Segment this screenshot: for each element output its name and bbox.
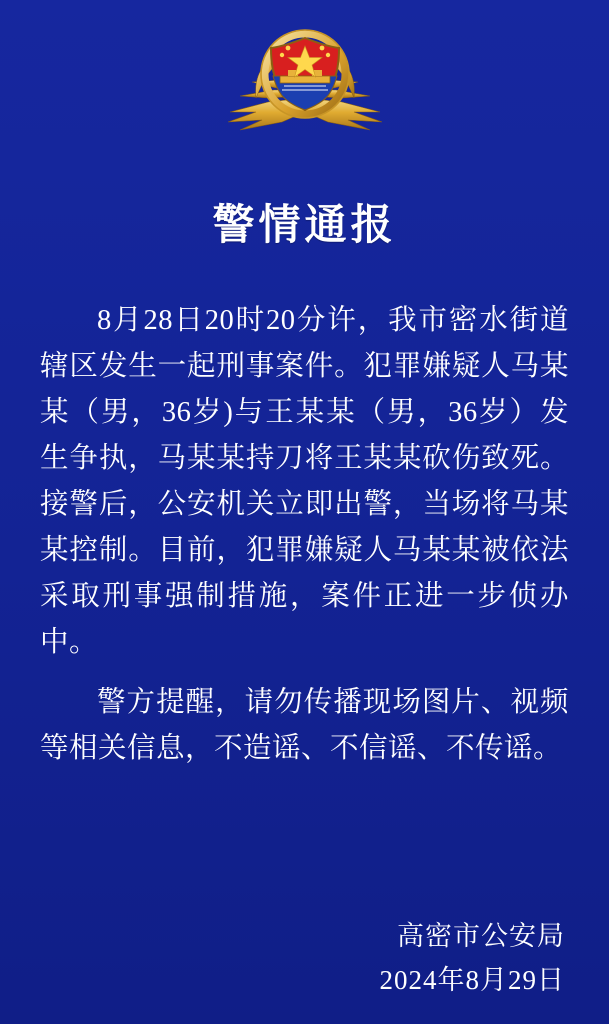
notice-paragraph: 8月28日20时20分许，我市密水街道辖区发生一起刑事案件。犯罪嫌疑人马某某（男，36岁)与王某某（男，36岁）发生争执，马某某持刀将王某某砍伤致死。接警后，公安机关立即出警，当场将马某某控制。目前，犯罪嫌疑人马某某被依法采取刑事强制措施，案件正进一步侦办中。 <box>40 305 569 658</box>
signature-block <box>380 914 566 1002</box>
notice-paragraph: 警方提醒，请勿传播现场图片、视频等相关信息，不造谣、不信谣、不传谣。 <box>40 687 569 764</box>
emblem-container <box>0 0 609 130</box>
issue-date: 2024年8月29日 <box>379 965 565 995</box>
issuing-organization: 高密市公安局 <box>397 921 565 951</box>
china-police-badge-icon <box>210 26 400 146</box>
notice-body <box>40 298 569 772</box>
page-title: 警情通报 <box>212 201 397 248</box>
